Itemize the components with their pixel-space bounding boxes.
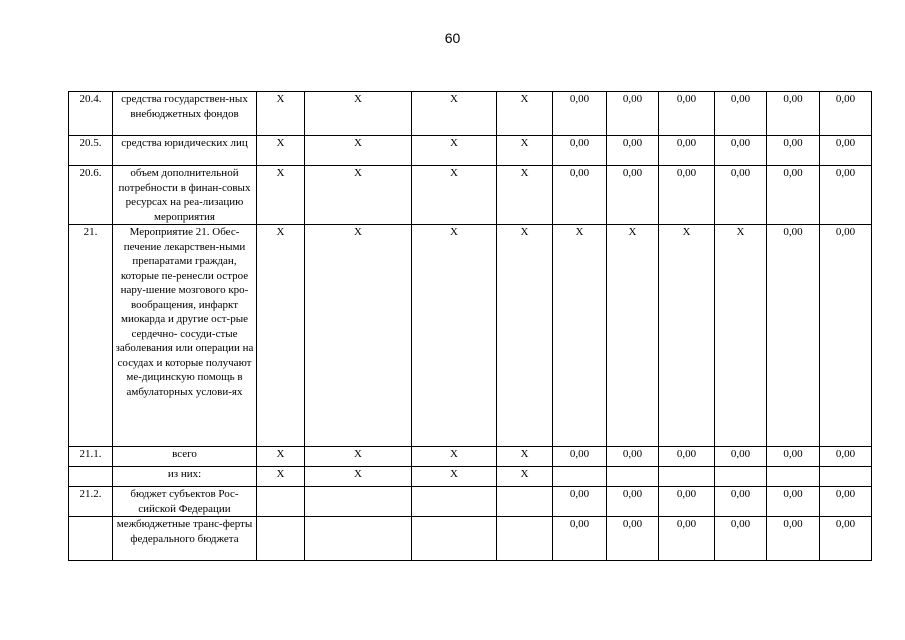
value-cell: 0,00 (659, 92, 715, 136)
value-cell: X (257, 225, 305, 447)
value-cell: 0,00 (820, 92, 872, 136)
value-cell: X (715, 225, 767, 447)
value-cell (305, 517, 412, 561)
value-cell: X (553, 225, 607, 447)
value-cell: 0,00 (715, 487, 767, 517)
value-cell: X (305, 225, 412, 447)
value-cell: 0,00 (607, 447, 659, 467)
value-cell: X (497, 166, 553, 225)
value-cell: X (497, 467, 553, 487)
table-row (69, 517, 872, 561)
value-cell (412, 487, 497, 517)
row-name-cell: из них: (113, 467, 257, 487)
row-number-cell: 20.4. (69, 92, 113, 136)
table-row (69, 166, 872, 225)
value-cell: 0,00 (607, 487, 659, 517)
row-name-cell: объем дополнительной потребности в финан-совых ресурсах на реа-лизацию мероприятия (113, 166, 257, 225)
value-cell (497, 517, 553, 561)
value-cell: 0,00 (820, 136, 872, 166)
value-cell: 0,00 (607, 136, 659, 166)
value-cell: X (305, 92, 412, 136)
value-cell: 0,00 (553, 136, 607, 166)
row-number-cell: 20.6. (69, 166, 113, 225)
value-cell (659, 467, 715, 487)
value-cell (257, 517, 305, 561)
row-number-cell: 20.5. (69, 136, 113, 166)
value-cell (820, 467, 872, 487)
value-cell: 0,00 (767, 517, 820, 561)
value-cell: 0,00 (767, 447, 820, 467)
value-cell: X (257, 447, 305, 467)
value-cell: X (412, 136, 497, 166)
value-cell: 0,00 (553, 487, 607, 517)
table-body (69, 92, 872, 561)
table-row (69, 487, 872, 517)
table-row (69, 136, 872, 166)
value-cell (607, 467, 659, 487)
value-cell: 0,00 (715, 136, 767, 166)
value-cell: 0,00 (659, 487, 715, 517)
value-cell: 0,00 (659, 447, 715, 467)
value-cell (553, 467, 607, 487)
row-name-cell: средства юридических лиц (113, 136, 257, 166)
row-number-cell (69, 517, 113, 561)
value-cell: 0,00 (659, 166, 715, 225)
value-cell: X (497, 136, 553, 166)
value-cell: 0,00 (820, 487, 872, 517)
row-name-cell: бюджет субъектов Рос-сийской Федерации (113, 487, 257, 517)
value-cell: X (607, 225, 659, 447)
value-cell: 0,00 (659, 517, 715, 561)
row-name-cell: средства государствен-ных внебюджетных фондов (113, 92, 257, 136)
row-number-cell: 21.2. (69, 487, 113, 517)
value-cell: X (659, 225, 715, 447)
value-cell: X (305, 447, 412, 467)
table-row (69, 467, 872, 487)
value-cell: 0,00 (607, 517, 659, 561)
value-cell: 0,00 (553, 447, 607, 467)
value-cell: X (305, 467, 412, 487)
row-name-cell: всего (113, 447, 257, 467)
table-row (69, 447, 872, 467)
value-cell (412, 517, 497, 561)
value-cell: 0,00 (767, 166, 820, 225)
value-cell: X (257, 92, 305, 136)
value-cell: 0,00 (715, 447, 767, 467)
value-cell: 0,00 (607, 166, 659, 225)
value-cell: 0,00 (767, 136, 820, 166)
value-cell: 0,00 (553, 517, 607, 561)
value-cell: X (497, 92, 553, 136)
value-cell: 0,00 (820, 225, 872, 447)
value-cell: X (412, 467, 497, 487)
value-cell: 0,00 (820, 166, 872, 225)
value-cell: X (497, 447, 553, 467)
value-cell: 0,00 (659, 136, 715, 166)
value-cell: 0,00 (715, 166, 767, 225)
value-cell: 0,00 (767, 92, 820, 136)
value-cell: 0,00 (715, 517, 767, 561)
row-name-cell: Мероприятие 21. Обес-печение лекарствен-ными препаратами граждан, которые пе-ренесли острое нару-шение мозгового кро-вообращения, инфаркт миокарда и другие ост-рые сердечно- сосуди-стые заболевания или операции на сосудах и которые получают ме-дицинскую помощь в амбулаторных услови-ях (113, 225, 257, 447)
value-cell (715, 467, 767, 487)
value-cell: 0,00 (767, 487, 820, 517)
value-cell: 0,00 (553, 92, 607, 136)
value-cell: X (412, 92, 497, 136)
value-cell: 0,00 (715, 92, 767, 136)
value-cell: 0,00 (820, 447, 872, 467)
value-cell (257, 487, 305, 517)
page-number: 60 (444, 30, 461, 46)
budget-table (68, 91, 872, 561)
value-cell: X (257, 467, 305, 487)
value-cell (305, 487, 412, 517)
table-row (69, 92, 872, 136)
value-cell: X (305, 166, 412, 225)
value-cell: 0,00 (553, 166, 607, 225)
table-row (69, 225, 872, 447)
value-cell: 0,00 (767, 225, 820, 447)
value-cell: X (497, 225, 553, 447)
row-number-cell: 21. (69, 225, 113, 447)
value-cell: 0,00 (820, 517, 872, 561)
row-name-cell: межбюджетные транс-ферты федерального бюджета (113, 517, 257, 561)
value-cell (497, 487, 553, 517)
value-cell: X (257, 166, 305, 225)
value-cell (767, 467, 820, 487)
value-cell: X (412, 447, 497, 467)
row-number-cell (69, 467, 113, 487)
value-cell: X (412, 166, 497, 225)
value-cell: X (305, 136, 412, 166)
value-cell: X (412, 225, 497, 447)
value-cell: 0,00 (607, 92, 659, 136)
value-cell: X (257, 136, 305, 166)
row-number-cell: 21.1. (69, 447, 113, 467)
